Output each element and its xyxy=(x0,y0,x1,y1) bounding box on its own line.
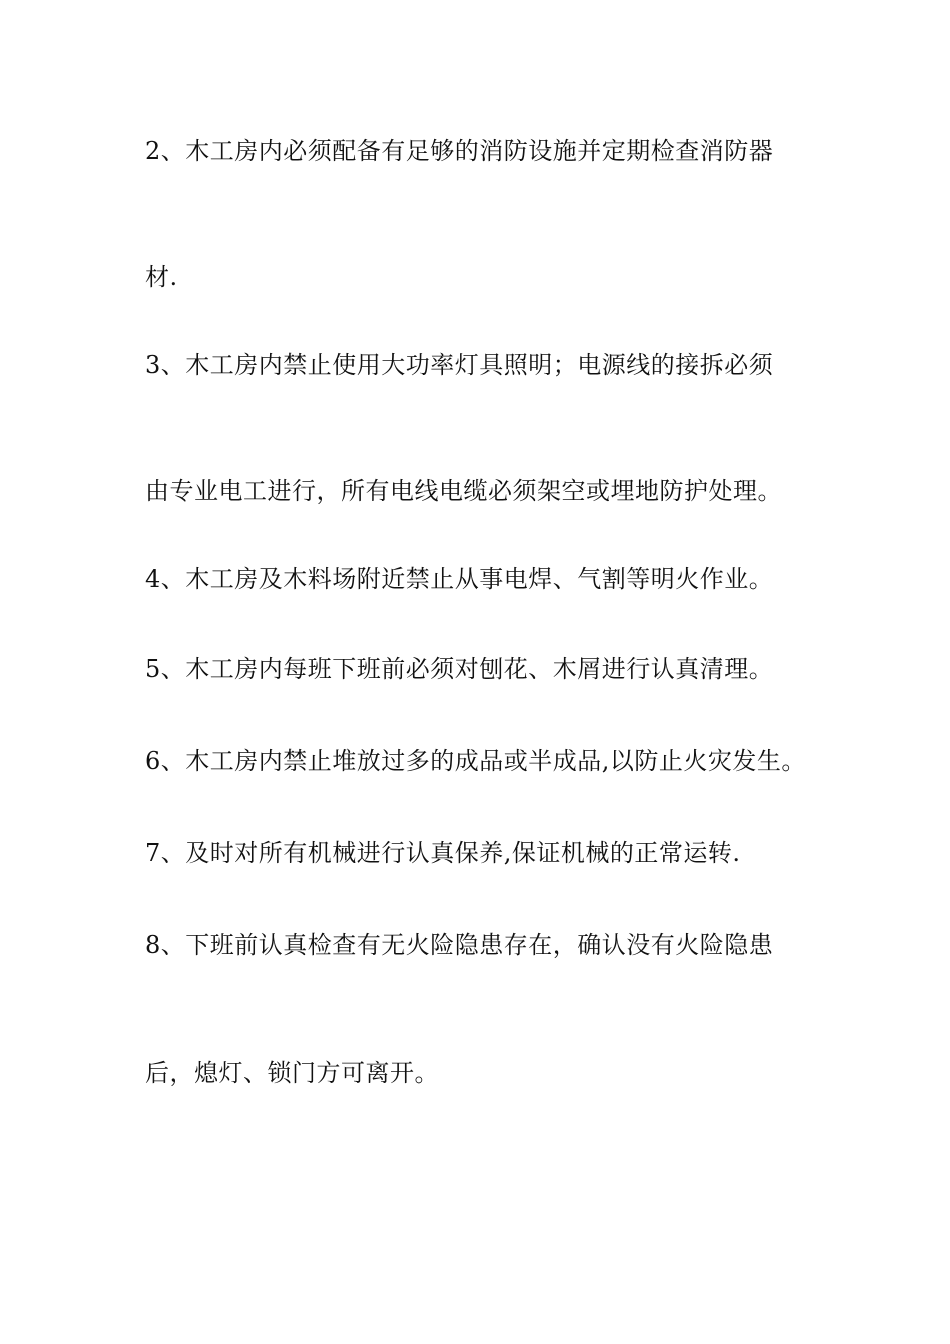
rule-7-line: 7、及时对所有机械进行认真保养,保证机械的正常运转. xyxy=(145,839,741,867)
rule-3-line-2: 由专业电工进行，所有电线电缆必须架空或埋地防护处理。 xyxy=(145,477,782,505)
rule-4-line: 4、木工房及木料场附近禁止从事电焊、气割等明火作业。 xyxy=(145,565,774,593)
rule-2-line-2: 材. xyxy=(145,263,178,291)
rule-2-line-1: 2、木工房内必须配备有足够的消防设施并定期检查消防器 xyxy=(145,137,774,165)
rule-3-line-1: 3、木工房内禁止使用大功率灯具照明；电源线的接拆必须 xyxy=(145,351,774,379)
rule-8-line-2: 后，熄灯、锁门方可离开。 xyxy=(145,1059,439,1087)
rule-5-line: 5、木工房内每班下班前必须对刨花、木屑进行认真清理。 xyxy=(145,655,774,683)
rule-8-line-1: 8、下班前认真检查有无火险隐患存在，确认没有火险隐患 xyxy=(145,931,774,959)
rule-6-line: 6、木工房内禁止堆放过多的成品或半成品,以防止火灾发生。 xyxy=(145,747,806,775)
